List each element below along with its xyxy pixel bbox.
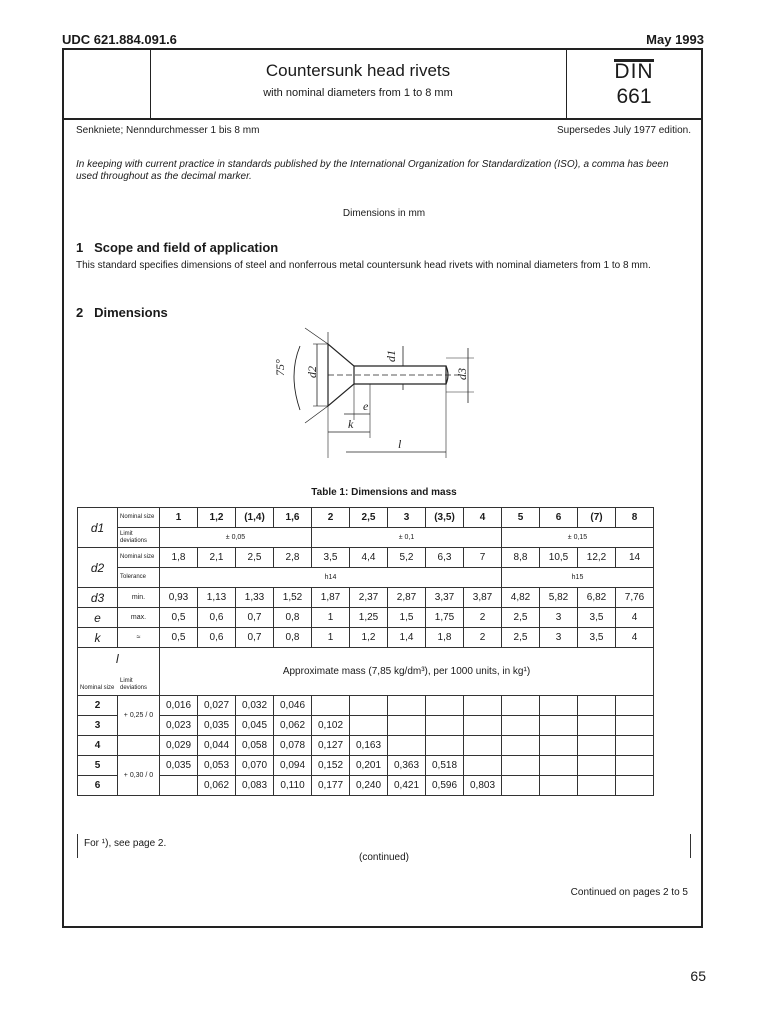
d1-tol: ± 0,15 <box>502 528 654 548</box>
mass-value: 0,046 <box>274 696 312 716</box>
k-value: 0,6 <box>198 628 236 648</box>
d3-value: 2,87 <box>388 588 426 608</box>
mass-value: 0,062 <box>274 716 312 736</box>
k-value: 1,4 <box>388 628 426 648</box>
e-value: 1,5 <box>388 608 426 628</box>
k-value: 4 <box>616 628 654 648</box>
size-col: 5 <box>502 508 540 528</box>
e-value: 0,7 <box>236 608 274 628</box>
l-deviation: + 0,30 / 0 <box>118 756 160 796</box>
dimensions-table <box>77 507 654 796</box>
l-nominal-label: Nominal size <box>80 685 115 691</box>
mass-value: 0,029 <box>160 736 198 756</box>
din-number: 661 <box>616 85 652 108</box>
section-2-heading: 2 Dimensions <box>76 305 168 320</box>
mass-value: 0,053 <box>198 756 236 776</box>
size-col: 2,5 <box>350 508 388 528</box>
e-value: 0,5 <box>160 608 198 628</box>
mass-value: 0,062 <box>198 776 236 796</box>
mass-value: 0,035 <box>198 716 236 736</box>
size-col: 3 <box>388 508 426 528</box>
d2-value: 2,1 <box>198 548 236 568</box>
issue-date: May 1993 <box>646 32 704 47</box>
mass-value: 0,240 <box>350 776 388 796</box>
k-value: 1,2 <box>350 628 388 648</box>
d3-value: 6,82 <box>578 588 616 608</box>
d2-label: d2 <box>305 366 319 378</box>
document-title: Countersunk head rivets <box>265 61 451 80</box>
mass-value: 0,518 <box>426 756 464 776</box>
k-value: 2,5 <box>502 628 540 648</box>
e-value: 2 <box>464 608 502 628</box>
units-note: Dimensions in mm <box>342 208 426 219</box>
d1-label: d1 <box>384 350 398 362</box>
nominal-size-label: Nominal size <box>118 548 160 568</box>
d3-value: 3,87 <box>464 588 502 608</box>
size-col: 1,6 <box>274 508 312 528</box>
tolerance-label: Tolerance <box>118 568 160 588</box>
mass-value: 0,083 <box>236 776 274 796</box>
k-qualifier: ≈ <box>118 628 160 648</box>
k-value: 3,5 <box>578 628 616 648</box>
mass-value: 0,032 <box>236 696 274 716</box>
d3-value: 0,93 <box>160 588 198 608</box>
d3-value: 4,82 <box>502 588 540 608</box>
d2-value: 6,3 <box>426 548 464 568</box>
d3-value: 1,13 <box>198 588 236 608</box>
mass-value: 0,421 <box>388 776 426 796</box>
size-col: 1 <box>160 508 198 528</box>
e-label: e <box>363 399 369 413</box>
mass-value: 0,163 <box>350 736 388 756</box>
mass-value: 0,070 <box>236 756 274 776</box>
rivet-diagram <box>270 318 490 466</box>
d2-tol: h14 <box>160 568 502 588</box>
l-nominal: 3 <box>78 716 118 736</box>
mass-value: 0,363 <box>388 756 426 776</box>
d2-value: 7 <box>464 548 502 568</box>
d3-label: d3 <box>455 368 469 380</box>
d2-value: 2,5 <box>236 548 274 568</box>
mass-value: 0,044 <box>198 736 236 756</box>
l-header <box>78 648 160 696</box>
mass-value: 0,045 <box>236 716 274 736</box>
limit-deviations-label: Limit deviations <box>118 528 160 548</box>
size-col: 1,2 <box>198 508 236 528</box>
iso-note: In keeping with current practice in standards published by the International Organization for Standardization (ISO), a comma has been used throughout as the decimal marker. <box>76 159 669 182</box>
k-value: 2 <box>464 628 502 648</box>
size-col: (1,4) <box>236 508 274 528</box>
e-value: 2,5 <box>502 608 540 628</box>
german-title: Senkniete; Nenndurchmesser 1 bis 8 mm <box>76 125 260 136</box>
d3-value: 2,37 <box>350 588 388 608</box>
d3-qualifier: min. <box>118 588 160 608</box>
footnote: For ¹), see page 2. <box>84 838 167 849</box>
e-value: 0,8 <box>274 608 312 628</box>
d2-value: 10,5 <box>540 548 578 568</box>
continued-label: (continued) <box>358 852 410 863</box>
mass-value: 0,035 <box>160 756 198 776</box>
e-value: 1 <box>312 608 350 628</box>
e-value: 1,75 <box>426 608 464 628</box>
mass-value: 0,078 <box>274 736 312 756</box>
d1-row-label: d1 <box>78 508 118 548</box>
document-subtitle: with nominal diameters from 1 to 8 mm <box>263 87 453 99</box>
e-value: 3,5 <box>578 608 616 628</box>
mass-value: 0,110 <box>274 776 312 796</box>
d2-value: 1,8 <box>160 548 198 568</box>
title-block <box>64 50 701 120</box>
table-caption: Table 1: Dimensions and mass <box>311 487 457 498</box>
d2-value: 2,8 <box>274 548 312 568</box>
section-1-text: This standard specifies dimensions of steel and nonferrous metal countersunk head rivets with nominal diameters from 1 to 8 mm. <box>76 260 651 271</box>
mass-value: 0,058 <box>236 736 274 756</box>
e-qualifier: max. <box>118 608 160 628</box>
supersedes-note: Supersedes July 1977 edition. <box>557 125 691 136</box>
mass-value: 0,177 <box>312 776 350 796</box>
l-nominal: 2 <box>78 696 118 716</box>
udc-code: UDC 621.884.091.6 <box>62 32 177 47</box>
d2-tol: h15 <box>502 568 654 588</box>
mass-value: 0,094 <box>274 756 312 776</box>
d2-value: 3,5 <box>312 548 350 568</box>
size-col: 2 <box>312 508 350 528</box>
d2-value: 14 <box>616 548 654 568</box>
d2-value: 8,8 <box>502 548 540 568</box>
d1-tol: ± 0,05 <box>160 528 312 548</box>
size-col: (7) <box>578 508 616 528</box>
l-deviation: + 0,25 / 0 <box>118 696 160 736</box>
k-value: 3 <box>540 628 578 648</box>
mass-value: 0,596 <box>426 776 464 796</box>
l-nominal: 4 <box>78 736 118 756</box>
mass-value: 0,023 <box>160 716 198 736</box>
mass-value <box>160 776 198 796</box>
e-value: 0,6 <box>198 608 236 628</box>
angle-label: 75° <box>273 359 287 376</box>
nominal-size-label: Nominal size <box>118 508 160 528</box>
mass-value: 0,803 <box>464 776 502 796</box>
d3-row-label: d3 <box>78 588 118 608</box>
continued-pages: Continued on pages 2 to 5 <box>570 887 688 898</box>
d3-value: 1,52 <box>274 588 312 608</box>
size-col: (3,5) <box>426 508 464 528</box>
d3-value: 1,33 <box>236 588 274 608</box>
l-nominal: 6 <box>78 776 118 796</box>
l-nominal: 5 <box>78 756 118 776</box>
mass-header: Approximate mass (7,85 kg/dm³), per 1000 units, in kg¹) <box>160 648 654 696</box>
k-label: k <box>348 417 354 431</box>
k-value: 1 <box>312 628 350 648</box>
d1-tol: ± 0,1 <box>312 528 502 548</box>
mass-value: 0,127 <box>312 736 350 756</box>
k-value: 0,5 <box>160 628 198 648</box>
din-logo: DIN <box>614 60 654 83</box>
k-value: 1,8 <box>426 628 464 648</box>
l-symbol: l <box>116 652 119 666</box>
e-row-label: e <box>78 608 118 628</box>
size-col: 6 <box>540 508 578 528</box>
section-1-heading: 1 Scope and field of application <box>76 240 279 255</box>
k-row-label: k <box>78 628 118 648</box>
k-value: 0,7 <box>236 628 274 648</box>
mass-value: 0,016 <box>160 696 198 716</box>
d2-value: 5,2 <box>388 548 426 568</box>
size-col: 8 <box>616 508 654 528</box>
e-value: 3 <box>540 608 578 628</box>
page-number: 65 <box>690 968 706 984</box>
mass-value: 0,102 <box>312 716 350 736</box>
e-value: 1,25 <box>350 608 388 628</box>
d2-value: 12,2 <box>578 548 616 568</box>
mass-value: 0,152 <box>312 756 350 776</box>
size-col: 4 <box>464 508 502 528</box>
d3-value: 1,87 <box>312 588 350 608</box>
d3-value: 5,82 <box>540 588 578 608</box>
mass-value: 0,201 <box>350 756 388 776</box>
d3-value: 7,76 <box>616 588 654 608</box>
d2-value: 4,4 <box>350 548 388 568</box>
k-value: 0,8 <box>274 628 312 648</box>
l-label: l <box>398 437 402 451</box>
l-limit-label: Limit deviations <box>120 678 148 691</box>
e-value: 4 <box>616 608 654 628</box>
d2-row-label: d2 <box>78 548 118 588</box>
mass-value: 0,027 <box>198 696 236 716</box>
d3-value: 3,37 <box>426 588 464 608</box>
